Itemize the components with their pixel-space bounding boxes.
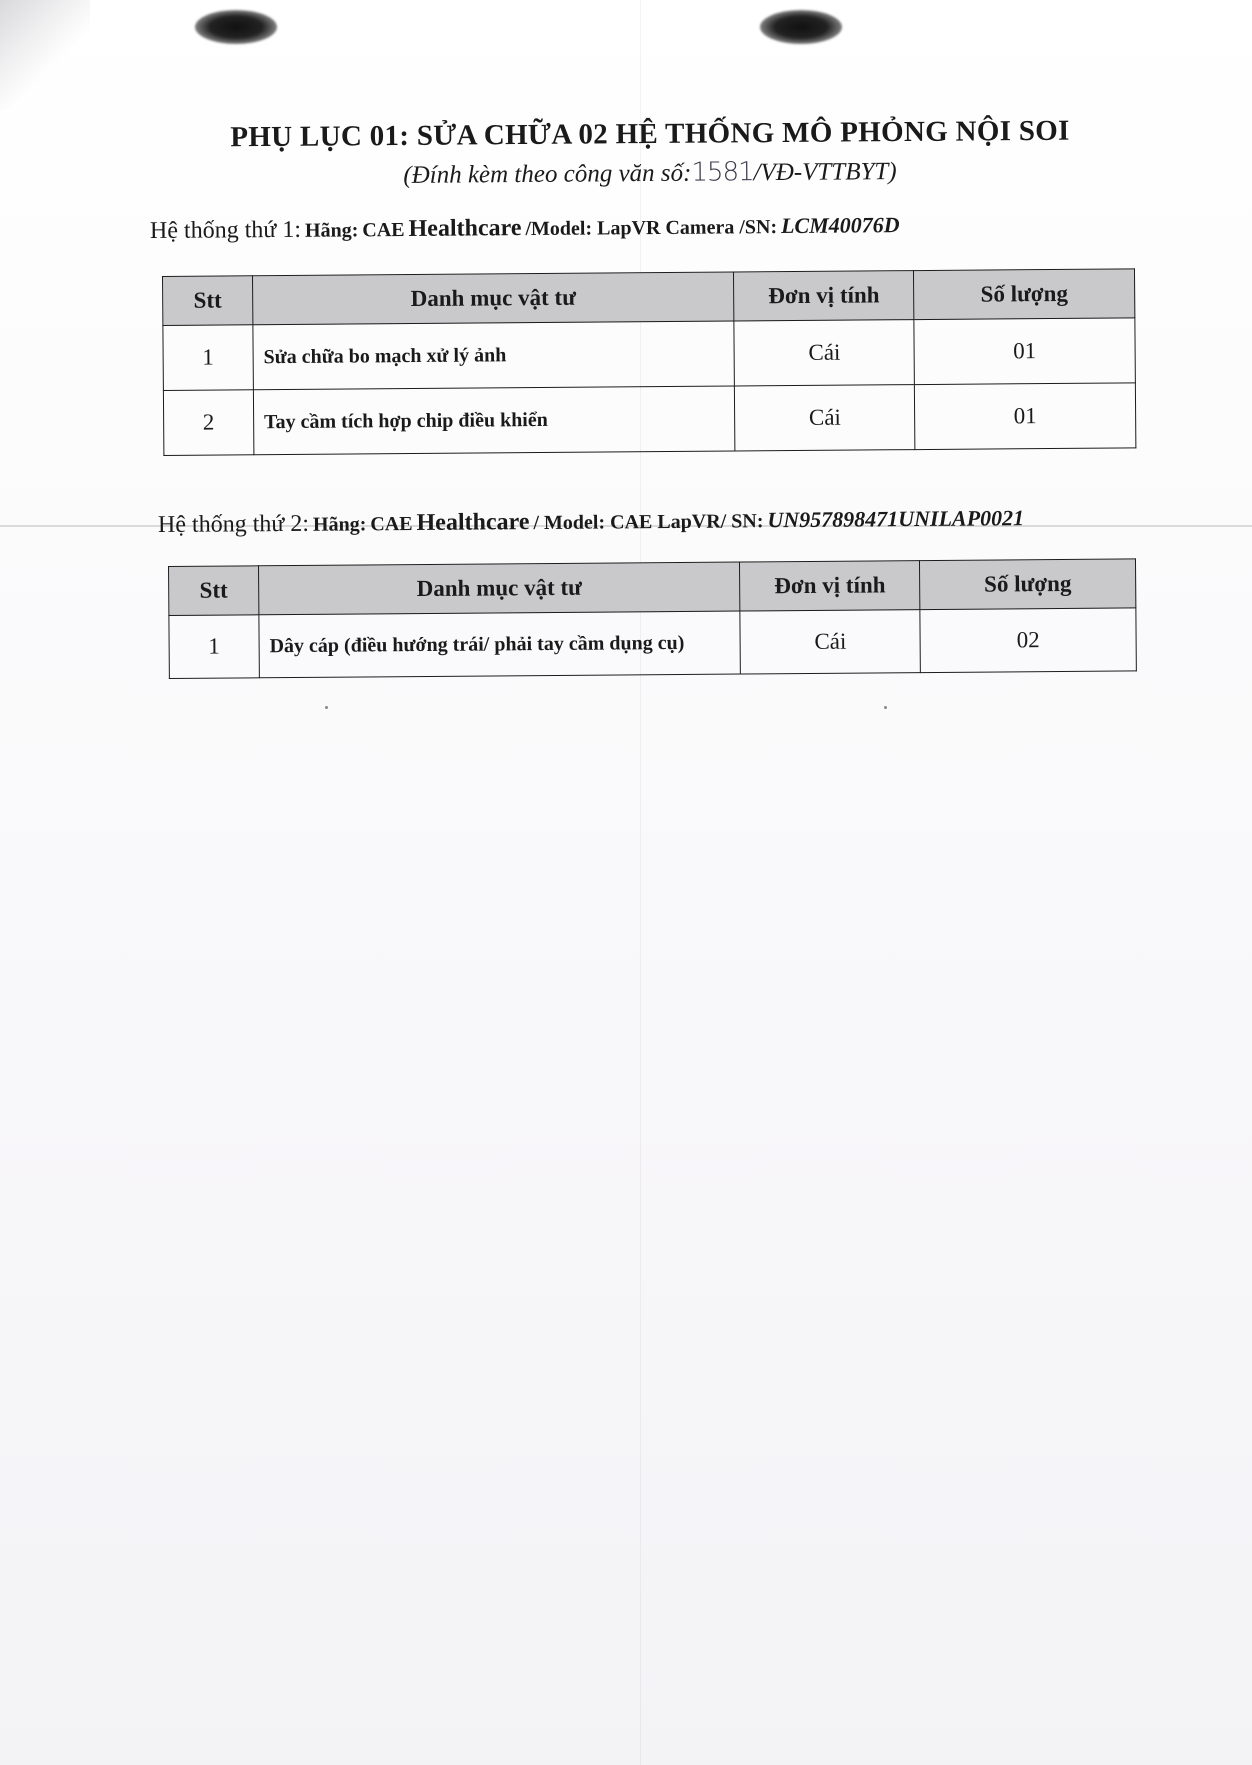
fold-line-vertical <box>640 0 641 1765</box>
system-1-table <box>162 268 1136 456</box>
cell-item: Tay cầm tích hợp chip điều khiển <box>253 386 735 455</box>
table-header-row <box>169 559 1136 616</box>
cell-stt: 1 <box>169 615 259 679</box>
system-2-brand-label: Hãng: <box>312 513 367 536</box>
folded-corner <box>0 0 90 110</box>
system-1-model: /Model: LapVR Camera /SN: <box>525 216 778 241</box>
cell-qty: 01 <box>914 318 1135 385</box>
system-1-label: Hệ thống thứ 1: <box>149 216 302 244</box>
speck <box>325 706 328 709</box>
table-header-row <box>163 269 1135 326</box>
cell-stt: 2 <box>163 390 253 456</box>
speck <box>884 706 887 709</box>
punch-hole-left <box>195 10 277 44</box>
handwritten-dispatch-number: 1581 <box>691 157 754 188</box>
system-2-brand-prefix: CAE <box>370 513 413 536</box>
system-2-label: Hệ thống thứ 2: <box>157 510 310 538</box>
cell-qty: 02 <box>920 608 1136 673</box>
table-row <box>163 318 1135 391</box>
header-unit: Đơn vị tính <box>740 561 920 611</box>
system-1-brand-label: Hãng: <box>304 219 359 242</box>
header-qty: Số lượng <box>920 559 1136 610</box>
header-unit: Đơn vị tính <box>734 271 914 321</box>
header-stt: Stt <box>163 276 253 326</box>
system-2-serial: UN957898471UNILAP0021 <box>767 505 1025 533</box>
cell-unit: Cái <box>734 320 914 386</box>
table-row <box>169 608 1136 679</box>
document-title: PHỤ LỤC 01: SỬA CHỮA 02 HỆ THỐNG MÔ PHỎNG NỘI SOI <box>230 114 1070 154</box>
cell-item: Sửa chữa bo mạch xử lý ảnh <box>253 321 735 390</box>
header-item: Danh mục vật tư <box>252 272 734 325</box>
system-1-brand-prefix: CAE <box>362 219 405 242</box>
subtitle-prefix: (Đính kèm theo công văn số: <box>403 159 692 189</box>
header-qty: Số lượng <box>914 269 1135 320</box>
punch-hole-right <box>760 10 842 44</box>
system-2-table <box>168 558 1137 679</box>
table-row <box>163 383 1135 456</box>
cell-stt: 1 <box>163 325 253 391</box>
header-item: Danh mục vật tư <box>258 562 740 615</box>
header-stt: Stt <box>169 566 259 616</box>
system-2-brand-name: Healthcare <box>416 509 530 536</box>
cell-unit: Cái <box>740 610 920 674</box>
system-1-serial: LCM40076D <box>780 212 900 239</box>
system-1-brand-name: Healthcare <box>408 215 522 242</box>
system-2-model: / Model: CAE LapVR/ SN: <box>533 510 764 535</box>
subtitle-suffix: /VĐ-VTTBYT) <box>753 158 897 187</box>
cell-item: Dây cáp (điều hướng trái/ phải tay cầm dụng cụ) <box>259 611 741 678</box>
cell-unit: Cái <box>735 385 915 451</box>
cell-qty: 01 <box>915 383 1136 450</box>
